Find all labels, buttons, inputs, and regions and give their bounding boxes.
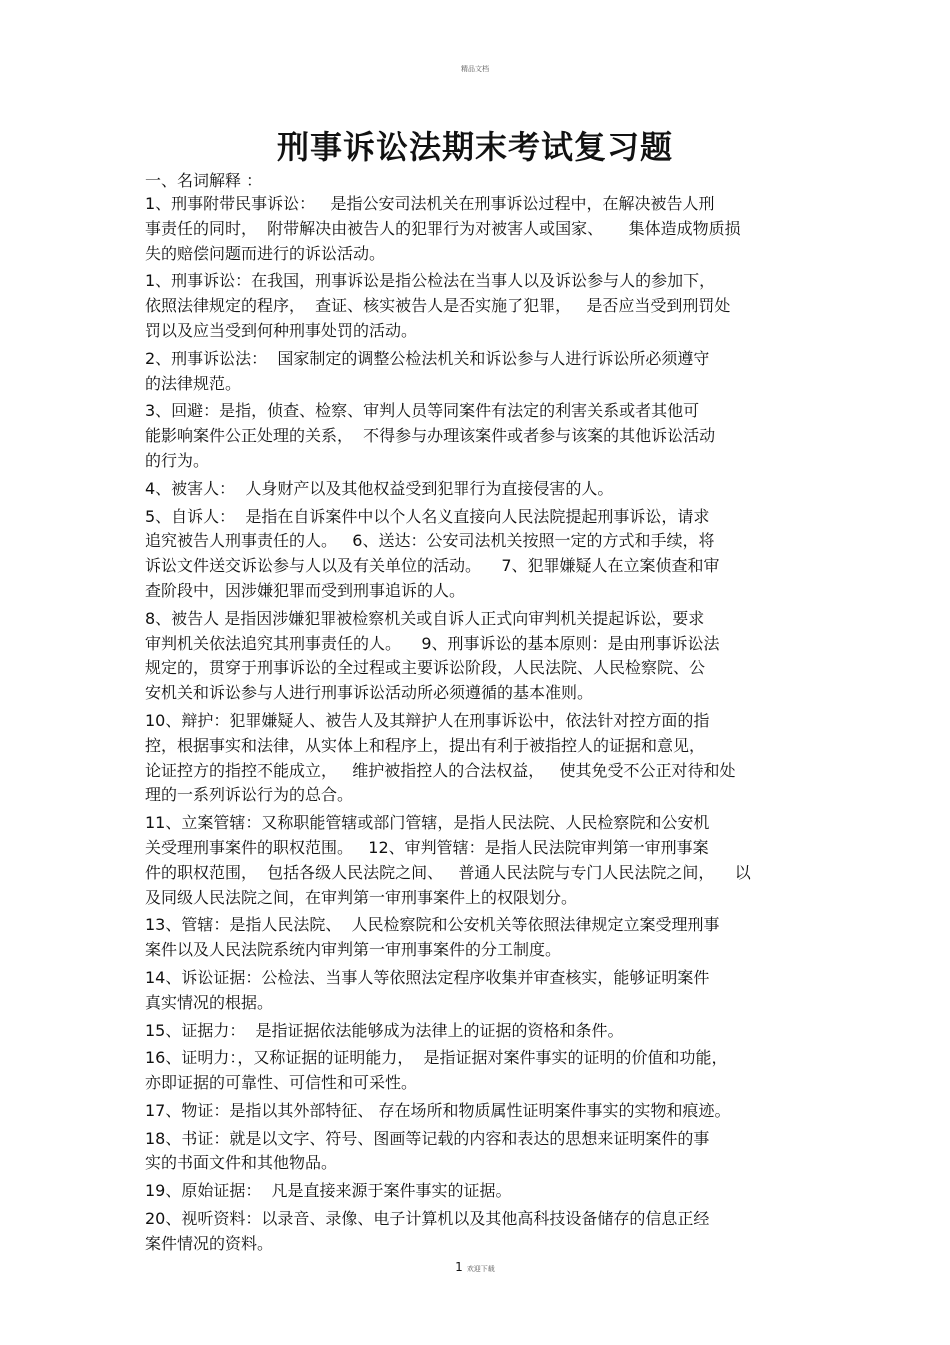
page-footer [0, 1260, 950, 1274]
paragraph: 5、自诉人： 是指在自诉案件中以个人名义直接向人民法院提起刑事诉讼，请求 追究被告人刑事责任的人。 6、送达：公安司法机关按照一定的方式和手续，将 诉讼文件送交诉讼参与人以及有关单位的活动。 7、犯罪嫌疑人在立案侦查和审 查阶段中，因涉嫌犯罪而受到刑事追诉的人。 [145, 506, 720, 600]
paragraph: 20、视听资料：以录音、录像、电子计算机以及其他高科技设备储存的信息正经 案件情况的资料。 [145, 1209, 710, 1253]
header-watermark: 精品文档 [461, 65, 489, 73]
paragraph: 2、刑事诉讼法： 国家制定的调整公检法机关和诉讼参与人进行诉讼所必须遵守 的法律规范。 [145, 348, 710, 393]
document-title: 刑事诉讼法期末考试复习题 [276, 128, 673, 166]
paragraph: 1、刑事附带民事诉讼： 是指公安司法机关在刑事诉讼过程中，在解决被告人刑 事责任的同时， 附带解决由被告人的犯罪行为对被害人或国家、 集体造成物质损 失的赔偿问题而进行的诉讼活动。 [145, 194, 741, 263]
section-heading: 一、名词解释 ： [145, 171, 263, 190]
paragraph: 11、立案管辖：又称职能管辖或部门管辖，是指人民法院、人民检察院和公安机 关受理刑事案件的职权范围。 12、审判管辖：是指人民法院审判第一审刑事案 件的职权范围， 包括各级人民法院之间、 普通人民法院与专门人民法院之间， 以 及同级人民法院之间，在审判第一审刑事案件上的权限划分。 [145, 813, 751, 907]
paragraph: 17、物证：是指以其外部特征、 存在场所和物质属性证明案件事实的实物和痕迹。 [145, 1100, 731, 1120]
document-body [145, 192, 810, 1260]
paragraph: 10、辩护：犯罪嫌疑人、被告人及其辩护人在刑事诉讼中，依法针对控方面的指 控，根据事实和法律，从实体上和程序上，提出有利于被指控人的证据和意见， 论证控方的指控不能成立， 维护被指控人的合法权益， 使其免受不公正对待和处 理的一系列诉讼行为的总合。 [145, 710, 736, 805]
page-number: 1 [455, 1260, 463, 1274]
footer-text: 欢迎下载 [466, 1265, 495, 1273]
paragraph: 14、诉讼证据：公检法、当事人等依照法定程序收集并审查核实，能够证明案件 真实情况的根据。 [145, 967, 710, 1012]
paragraph: 13、管辖：是指人民法院、 人民检察院和公安机关等依照法律规定立案受理刑事 案件以及人民法院系统内审判第一审刑事案件的分工制度。 [145, 915, 720, 960]
paragraph: 3、回避：是指，侦查、检察、审判人员等同案件有法定的利害关系或者其他可 能影响案件公正处理的关系， 不得参与办理该案件或者参与该案的其他诉讼活动 的行为。 [145, 401, 716, 470]
paragraph: 8、被告人 是指因涉嫌犯罪被检察机关或自诉人正式向审判机关提起诉讼，要求 审判机关依法追究其刑事责任的人。 9、刑事诉讼的基本原则：是由刑事诉讼法 规定的，贯穿于刑事诉讼的全过程或主要诉讼阶段，人民法院、人民检察院、公 安机关和诉讼参与人进行刑事诉讼活动所必须遵循的基本准则。 [145, 608, 720, 703]
paragraph: 18、书证：就是以文字、符号、图画等记载的内容和表达的思想来证明案件的事 实的书面文件和其他物品。 [145, 1128, 710, 1173]
paragraph: 16、证明力：，又称证据的证明能力， 是指证据对案件事实的证明的价值和功能， 亦即证据的可靠性、可信性和可采性。 [145, 1048, 728, 1093]
paragraph: 15、证据力： 是指证据依法能够成为法律上的证据的资格和条件。 [145, 1020, 624, 1040]
paragraph: 4、被害人： 人身财产以及其他权益受到犯罪行为直接侵害的人。 [145, 478, 614, 498]
paragraph: 1、刑事诉讼：在我国，刑事诉讼是指公检法在当事人以及诉讼参与人的参加下， 依照法律规定的程序， 查证、核实被告人是否实施了犯罪， 是否应当受到刑罚处 罚以及应当受到何种刑事处罚的活动。 [145, 271, 731, 340]
paragraph: 19、原始证据： 凡是直接来源于案件事实的证据。 [145, 1181, 512, 1201]
